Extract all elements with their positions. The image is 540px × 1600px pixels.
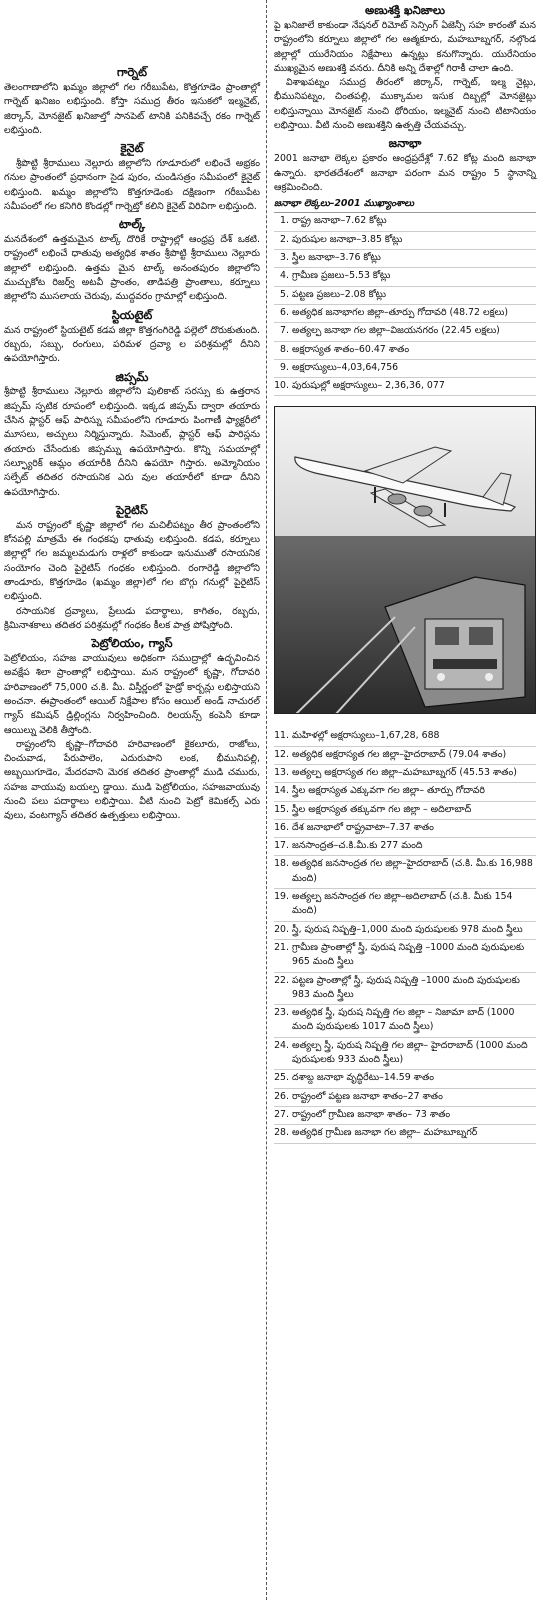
item-text: గ్రామీణ ప్రాంతాల్లో స్త్రీ, పురుష నిష్పత్తి –1000 మంది పురుషులకు 965 మంది స్త్రీలు <box>292 941 525 968</box>
item-text: అక్షరాస్యులు–4,03,64,756 <box>292 361 399 373</box>
item-number: 5. <box>280 288 289 300</box>
section-garnet <box>4 65 260 138</box>
item-text: అత్యధిక స్త్రీ, పురుష నిష్పత్తి గల జిల్లా – నిజామా బాద్ (1000 మంది పురుషులకు 1017 మంది స్త్రీలు) <box>292 1007 515 1033</box>
list-item <box>274 940 536 973</box>
item-text: అత్యల్ప జనాభా గల జిల్లా–విజయనగరం (22.45 లక్షలు) <box>292 325 500 337</box>
item-text: జనసాంద్రత–చ.కి.మీ.కు 277 మంది <box>292 840 423 852</box>
item-number: 2. <box>280 233 289 245</box>
item-number: 4. <box>280 270 289 282</box>
list-item <box>274 1125 536 1143</box>
paragraph: తెలంగాణాలోని ఖమ్మం జిల్లాలో గల గరీబుపేట, కొత్తగూడెం ప్రాంతాల్లో గార్నెట్ ఖనిజం లభిస్తుంది. కోస్తా సముద్ర తీరం ఇసుకలో ఇల్మనైట్, జిర్కాన్, మోనజైట్ ఖనిజాల్తో సానపెట్ టానికి పనికివచ్చే రకం గార్నెట్ లభిస్తుంది. <box>4 81 260 136</box>
paragraph: శ్రీపొట్టి శ్రీరాములు నెల్లూరు జిల్లాలోని పులికాట్ సరస్సు కు ఉత్తరాన జిప్సమ్ స్ఫటిక రూపంలో లభిస్తుంది. ఇక్కడ జిప్సమ్ ద్వారా తయారు చేసిన ప్లాస్టర్ ఆఫ్ పారిస్ను సమీపంలోని గూడూరు పింగాణీ ఫ్యాక్టరీలో మూసలు, అచ్చులు నిర్మిస్తున్నారు. సిమెంట్, ప్లాస్టర్ ఆఫ్ పారిస్లను తయారు చేసేందుకు జిప్సమ్ను ఉపయోగిస్తారు. కొన్ని సమయాల్లో సల్ఫ్యూరిక్ ఆమ్లం తయారీకి దీనిని ఉపయో గిస్తారు. అమ్మోనియం సల్ఫేట్ తదితర రసాయనిక ఎరు వుల తయారీలో కూడా దీనిని ఉపయోగిస్తారు. <box>4 386 260 498</box>
item-text: రాష్ట్రంలో పట్టణ జనాభా శాతం–27 శాతం <box>292 1090 443 1102</box>
list-subheading: జనాభా లెక్కలు–2001 ముఖ్యాంశాలు <box>274 197 536 213</box>
item-text: అక్షరాస్యత శాతం–60.47 శాతం <box>292 343 410 355</box>
list-item <box>274 1038 536 1071</box>
item-text: స్త్రీల అక్షరాస్యత ఎక్కువగా గల జిల్లా– తూర్పు గోదావరి <box>292 785 485 797</box>
list-item <box>274 1070 536 1088</box>
item-number: 1. <box>280 215 289 227</box>
item-text: మహిళల్లో అక్షరాస్యులు–1,67,28, 688 <box>292 730 440 742</box>
section-heading: కైనైట్ <box>120 141 144 156</box>
item-number: 27. <box>274 1108 289 1120</box>
paragraph: విశాఖపట్నం సముద్ర తీరంలో జిర్కాన్, గార్నెట్, ఇల్మ నైట్లు, భీమునిపట్నం, చింతపల్లి, ముక్కామల ఇసుక దిబ్బల్లో మోనజైట్లు లభిస్తున్నాయి మోనజైట్ నుంచి థోరియం, ఇల్మనైట్ నుంచి టిటానియం లభిస్తాయి. వీటి నుంచి అణుశక్తిని ఉత్పత్తి చేయవచ్చు. <box>274 77 536 132</box>
item-number: 13. <box>274 767 289 778</box>
item-text: రాష్ట్రంలో గ్రామీణ జనాభా శాతం– 73 శాతం <box>292 1108 451 1120</box>
item-number: 10. <box>274 380 289 392</box>
section-heading: జిప్సమ్ <box>115 369 149 384</box>
paragraph: రసాయనిక ద్రవ్యాలు, ప్రేలుడు పదార్థాలు, కాగితం, రబ్బరు, క్రిమినాశకాలు తదితర పరిశ్రమల్లో గంధకం కీలక పాత్ర పోషిస్తోంది. <box>4 605 260 631</box>
section-petroleum <box>4 636 260 824</box>
item-text: అత్యధిక గ్రామీణ జనాభా గల జిల్లా– మహబూబ్నగర్ <box>292 1127 478 1139</box>
item-text: స్త్రీ, పురుష నిష్పత్తి–1,000 మంది పురుషులకు 978 మంది స్త్రీలు <box>292 923 523 935</box>
section-heading: గార్నెట్ <box>116 65 148 79</box>
item-number: 24. <box>274 1039 289 1051</box>
list-item <box>274 747 536 765</box>
item-number: 6. <box>280 306 289 318</box>
item-number: 28. <box>274 1127 289 1139</box>
column-divider <box>266 0 267 1600</box>
section-steatite <box>4 308 260 367</box>
paragraph: మనదేశంలో ఉత్తమమైన టాల్క్ దొరికే రాష్ట్రాల్లో ఆంధ్రప్ర దేశ్ ఒకటి. రాష్ట్రంలో లభించే ధాతువు అత్యధిక శాతం శ్రీపొట్టి శ్రీరాములు నెల్లూరు జిల్లాలో లభిస్తుంది. ఉత్తమ మైన టాల్క్ అనంతపురం జిల్లాలోని ముచ్చుకోట రిజర్వ్ అటవీ ప్రాంతం, తాడిపత్రి ప్రాంతాలు, కర్నూలు జిల్లాలోని ముసలాయ చెరువు, ముద్దవరం గ్రామాల్లో లభిస్తుంది. <box>4 234 260 303</box>
paragraph: శ్రీపొట్టి శ్రీరాములు నెల్లూరు జిల్లాలోని గూడూరులో లభించే అభ్రకం గనుల ప్రాంతంలో ప్రధానంగా సైడ పురం, చుండిసత్రం సమీపంలో కైనైట్ లభిస్తుంది. ఖమ్మం జిల్లాలోని కొత్తగూడెంకు దక్షిణంగా గరీబుపేట సమీపంలో గల కనిగిరి కొండల్లో గార్నెట్తో కలిని కైనైట్ విరివిగా లభిస్తుంది. <box>4 158 260 212</box>
item-number: 21. <box>274 941 289 953</box>
section-talc <box>4 217 260 304</box>
list-item <box>274 889 536 922</box>
top-spacer <box>4 0 260 62</box>
section-pyrites <box>4 503 260 633</box>
section-kyanite <box>4 141 260 214</box>
item-number: 23. <box>274 1007 289 1019</box>
item-text: పట్టణ ప్రజలు–2.08 కోట్లు <box>292 288 387 300</box>
list-item <box>274 232 536 250</box>
list-item <box>274 820 536 838</box>
photo-illustration <box>275 407 536 714</box>
facts-list-b <box>274 728 536 1143</box>
paragraph: మన రాష్ట్రంలో కృష్ణా జిల్లాలో గల మచిలీపట్నం తీర ప్రాంతంలోని కోనపల్లి మాత్రమే ఈ గంధకపు ధాతువు లభిస్తుంది. కడప, కర్నూలు జిల్లాల్లో గల జమ్మలమడుగు రాళ్లలో కాకుండా ఇనుముతో రసాయనిక సంయోగం చెంది పైరైటిస్ గంధకం లభిస్తుంది. రంగారెడ్డి జిల్లాలోని తాండూరు, కొత్తగూడెం (ఖమ్మం జిల్లా)లో గల బొగ్గు గనుల్లో పైరైటిస్ లభిస్తుంది. <box>4 519 260 603</box>
item-number: 22. <box>274 974 289 986</box>
train-icon <box>295 577 525 714</box>
item-text: గ్రామీణ ప్రజలు–5.53 కోట్లు <box>292 270 391 282</box>
item-text: స్త్రీల అక్షరాస్యత తక్కువగా గల జిల్లా – అదిలాబాద్ <box>292 803 472 815</box>
item-text: పురుషుల జనాభా–3.85 కోట్లు <box>292 233 403 245</box>
list-item <box>274 342 536 360</box>
paragraph: 2001 జనాభా లెక్కల ప్రకారం ఆంధ్రప్రదేశ్లో 7.62 కోట్ల మంది జనాభా ఉన్నారు. భారతదేశంలో జనాభా పరంగా మన రాష్ట్రం 5 స్థానాన్ని ఆక్రమించింది. <box>274 153 536 193</box>
section-heading: టాల్క్ <box>118 217 146 232</box>
paragraph: మన రాష్ట్రంలో స్టియటైట్ కడప జిల్లా కొత్తగంగిరెడ్డి పల్లెలో దొరుకుతుంది. రబ్బరు, సబ్బు, రంగులు, పరిమళ ద్రవ్యా ల పరిశ్రమల్లో దీనిని ఉపయోగిస్తారు. <box>4 324 260 365</box>
section-heading: పెట్రోలియం, గ్యాస్ <box>91 636 173 651</box>
item-number: 8. <box>280 343 289 355</box>
list-item <box>274 213 536 231</box>
item-number: 12. <box>274 748 289 760</box>
section-heading: స్టియటైట్ <box>111 307 153 322</box>
item-number: 17. <box>274 840 289 852</box>
list-item <box>274 360 536 378</box>
item-text: దేశ జనాభాలో రాష్ట్రవాటా–7.37 శాతం <box>292 821 434 833</box>
list-item <box>274 802 536 820</box>
list-item <box>274 250 536 268</box>
item-number: 7. <box>280 325 289 337</box>
paragraph: పై ఖనిజాలే కాకుండా నేషనల్ రిమోట్ సెన్సింగ్ ఏజెన్సీ సహ కారంతో మన రాష్ట్రంలోని కర్నూలు జిల్లాలో గల ఆత్మకూరు, మహబూబ్నగర్, నల్గొండ జిల్లాల్లో యురేనియం నిక్షేపాలు ఉన్నట్లు కనుగొన్నారు. యురేనియం ముఖ్యమైన అణుశక్తి వనరు. దీనికి అన్ని దేశాల్లో గిరాకీ చాలా ఉంది. <box>274 19 536 74</box>
list-item <box>274 922 536 940</box>
section-atomic-minerals <box>274 3 536 133</box>
item-text: పట్టణ ప్రాంతాల్లో స్త్రీ, పురుష నిష్పత్తి –1000 మంది పురుషులకు 983 మంది స్త్రీలు <box>292 974 520 1000</box>
left-column <box>4 0 260 824</box>
item-number: 3. <box>280 252 289 264</box>
item-number: 14. <box>274 785 289 797</box>
list-item <box>274 305 536 323</box>
section-heading: పైరైటిస్ <box>116 502 148 517</box>
list-item <box>274 268 536 286</box>
paragraph: పెట్రోలియం, సహజ వాయువులు అధికంగా సముద్రాల్లో ఉద్భవించిన అవక్షేప శిలా ప్రాంతాల్లో లభిస్తాయి. మన రాష్ట్రంలో కృష్ణా, గోదావరి హరివాణంలో 75,000 చ.కి. మీ. విస్తీర్ణంలో హైడ్రో కార్బన్లు లభిస్తాయని అంచనా. ఈప్రాంతంలో ఆయిల్ నిక్షేపాల కోసం ఆయిల్ అండ్ నాచురల్ గ్యాస్ కమిషన్ డ్రిల్లింగ్లను నిర్వహించింది. రిలయన్స్ కంపెనీ కూడా ఆయిల్ను వెలికి తీస్తోంది. <box>4 653 260 736</box>
paragraph: రాష్ట్రంలోని కృష్ణా–గోదావరి హరివాణంలో కైకలూరు, రాజోలు, చించువాడ, పేరుపాలెం, ఎదురుపాని లంక, భీమునిపల్లి, అబ్బయిగూడెం, మేదరవాని మెరక తదితర ప్రాంతాల్లో ముడి చమురు, సహజ వాయువు బయల్ప డ్డాయి. ముడి పెట్రోలియం, సహజవాయువు నుంచి పలు పదార్థాలు లభిస్తాయి. వీటి నుంచి పెట్రో కెమికల్స్ ఎరు వులు, వంటగ్యాస్ తదితర ఉత్పత్తులు లభిస్తాయి. <box>4 738 260 822</box>
item-number: 19. <box>274 891 289 903</box>
list-item <box>274 783 536 801</box>
section-gypsum <box>4 370 260 500</box>
item-number: 18. <box>274 858 289 870</box>
airplane-icon <box>295 447 515 527</box>
item-number: 11. <box>274 730 289 742</box>
facts-list-a <box>274 213 536 396</box>
list-item <box>274 765 536 783</box>
item-number: 20. <box>274 923 289 935</box>
item-text: రాష్ట్ర జనాభా–7.62 కోట్లు <box>292 215 387 227</box>
item-text: పురుషుల్లో అక్షరాస్యులు– 2,36,36, 077 <box>292 380 445 392</box>
list-item <box>274 1107 536 1125</box>
item-number: 15. <box>274 803 289 815</box>
item-number: 26. <box>274 1090 289 1102</box>
item-number: 9. <box>280 361 289 373</box>
list-item <box>274 973 536 1006</box>
list-item <box>274 1089 536 1107</box>
section-heading: అణుశక్తి ఖనిజాలు <box>365 3 445 17</box>
item-text: అత్యల్ప స్త్రీ, పురుష నిష్పత్తి గల జిల్లా– హైదరాబాద్ (1000 మంది పురుషులకు 933 మంది స్త్రీలు) <box>292 1039 528 1066</box>
right-column <box>274 0 536 1144</box>
item-text: అత్యధిక జనసాంద్రత గల జిల్లా–హైదరాబాద్ (చ.కి. మీ.కు 16,988 మంది) <box>292 858 533 884</box>
list-item <box>274 323 536 341</box>
list-item <box>274 728 536 746</box>
list-item <box>274 378 536 396</box>
item-number: 16. <box>274 821 289 833</box>
list-item <box>274 287 536 305</box>
list-item <box>274 838 536 856</box>
airplane-train-photo <box>274 406 536 714</box>
list-item <box>274 856 536 889</box>
item-text: అత్యధిక జనాభాగల జిల్లా–తూర్పు గోదావరి (48.72 లక్షలు) <box>292 306 509 318</box>
section-population <box>274 136 536 396</box>
item-text: దశాబ్ద జనాభా వృద్ధిరేటు–14.59 శాతం <box>292 1072 434 1084</box>
item-text: అత్యధిక అక్షరాస్యత గల జిల్లా–హైదరాబాద్ (79.04 శాతం) <box>292 748 507 760</box>
item-text: అత్యల్ప జనసాంద్రత గల జిల్లా–అదిలాబాద్ (చ.కి. మీకు 154 మంది) <box>292 891 513 917</box>
section-heading: జనాభా <box>388 136 422 151</box>
item-text: అత్యల్ప అక్షరాస్యత గల జిల్లా–మహబూబ్నగర్ (45.53 శాతం) <box>292 767 517 778</box>
item-number: 25. <box>274 1072 289 1084</box>
item-text: స్త్రీల జనాభా–3.76 కోట్లు <box>292 252 381 264</box>
list-item <box>274 1005 536 1038</box>
